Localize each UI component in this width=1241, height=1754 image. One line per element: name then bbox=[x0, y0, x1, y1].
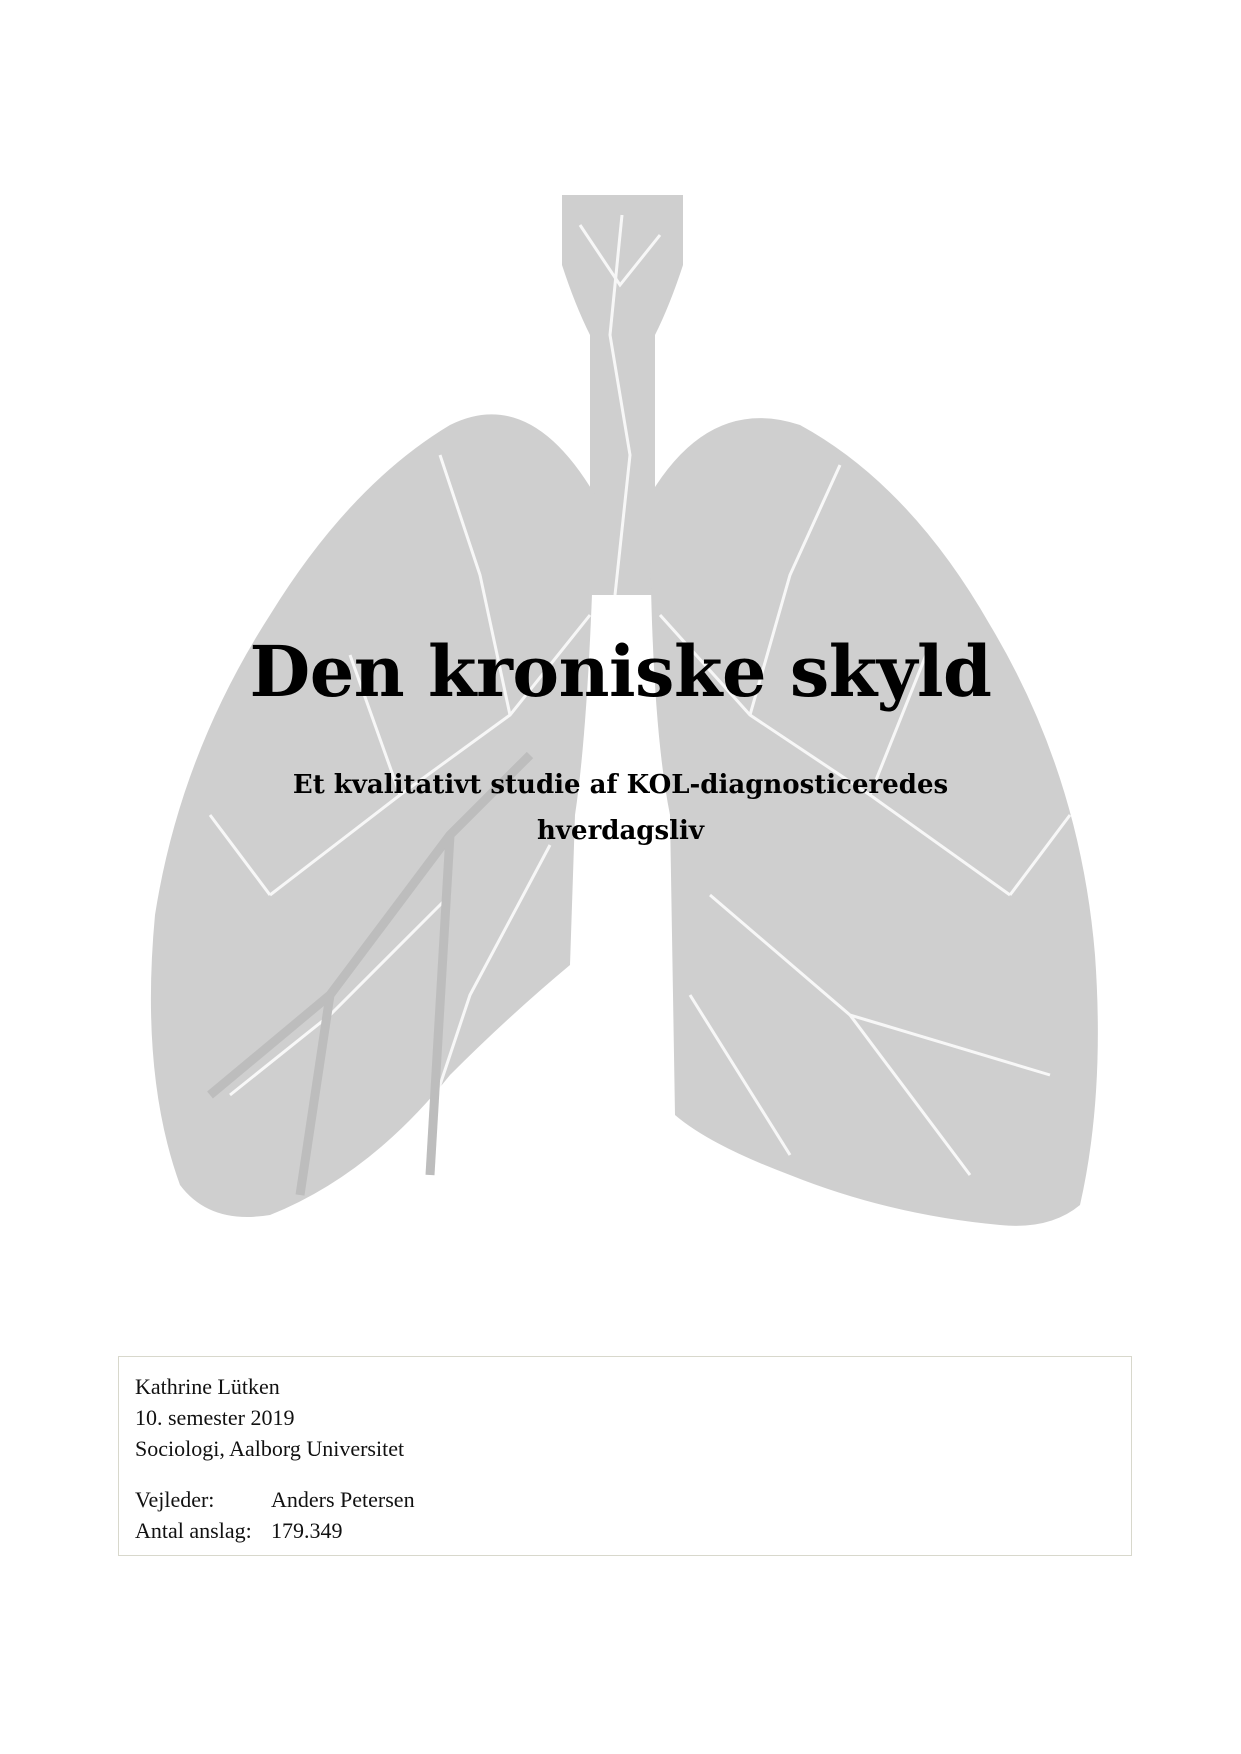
program: Sociologi, Aalborg Universitet bbox=[135, 1436, 405, 1461]
supervisor-name: Anders Petersen bbox=[271, 1487, 415, 1512]
subtitle-line-1: Et kvalitativt studie af KOL-diagnosticeredes bbox=[292, 770, 949, 800]
character-count-row bbox=[135, 1515, 1115, 1546]
supervisor-row bbox=[135, 1484, 1115, 1515]
supervisor-label: Vejleder: bbox=[135, 1487, 215, 1512]
author-name: Kathrine Lütken bbox=[135, 1374, 280, 1399]
document-subtitle bbox=[0, 762, 1241, 854]
character-count-label: Antal anslag: bbox=[135, 1518, 252, 1543]
author-info-box bbox=[118, 1356, 1132, 1556]
semester: 10. semester 2019 bbox=[135, 1405, 295, 1430]
document-title: Den kroniske skyld bbox=[249, 630, 992, 713]
subtitle-line-2: hverdagsliv bbox=[537, 816, 704, 846]
character-count: 179.349 bbox=[271, 1518, 343, 1543]
